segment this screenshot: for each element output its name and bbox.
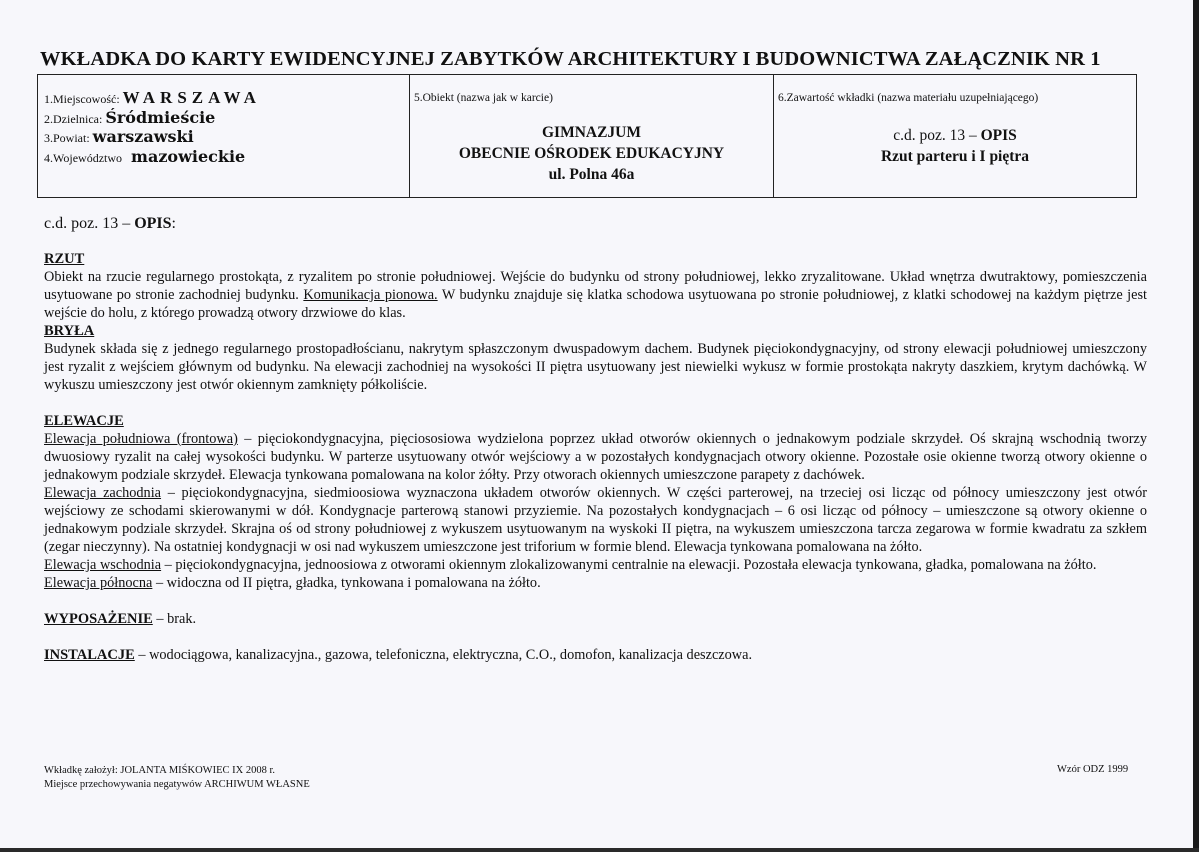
section-heading-opis: OPIS bbox=[134, 215, 172, 232]
location-cell bbox=[38, 75, 410, 197]
elewacje-heading: ELEWACJE bbox=[44, 413, 124, 429]
rzut-text-2: W budynku znajduje się klatka schodowa usytuowana po stronie południowej, z klatki schodowej na każdym piętrze jest wejście do holu, z którego prowadzą otwory drzwiowe do klas. bbox=[44, 287, 1147, 321]
object-line-1: GIMNAZJUM bbox=[541, 124, 642, 141]
object-label: 5.Obiekt (nazwa jak w karcie) bbox=[414, 92, 553, 104]
object-name bbox=[410, 122, 773, 185]
east-elevation bbox=[44, 556, 1147, 574]
wojewodztwo-value: mazowieckie bbox=[131, 146, 246, 166]
north-elevation bbox=[44, 574, 1147, 592]
dzielnica-value: Śródmieście bbox=[105, 107, 216, 127]
miejscowosc-row bbox=[44, 89, 409, 109]
bryla-heading: BRYŁA bbox=[44, 323, 95, 339]
rzut-text-1: Obiekt na rzucie regularnego prostokąta, z ryzalitem po stronie południowej. Wejście do budynku od strony południowej, lekko zryzalitowane. Układ wnętrza dwutraktowy, pomieszczenia usytuowane po stronie zachodniej budynku. bbox=[44, 269, 1147, 303]
dzielnica-label: 2.Dzielnica: bbox=[44, 111, 103, 126]
page-title: WKŁADKA DO KARTY EWIDENCYJNEJ ZABYTKÓW ARCHITEKTURY I BUDOWNICTWA ZAŁĄCZNIK NR 1 bbox=[40, 48, 1101, 70]
spacer bbox=[44, 394, 1147, 412]
miejscowosc-label: 1.Miejscowość: bbox=[44, 92, 120, 106]
south-elevation bbox=[44, 430, 1147, 484]
wyposazenie-heading: WYPOSAŻENIE bbox=[44, 611, 153, 627]
wojewodztwo-label: 4.Województwo bbox=[44, 150, 123, 165]
south-elevation-label: Elewacja południowa (frontowa) bbox=[44, 431, 238, 447]
west-elevation-label: Elewacja zachodnia bbox=[44, 485, 162, 501]
contents-line-2: Rzut parteru i I piętra bbox=[880, 148, 1030, 165]
miejscowosc-value: WARSZAWA bbox=[122, 88, 261, 107]
contents-cell bbox=[774, 75, 1136, 197]
rzut-paragraph bbox=[44, 268, 1147, 322]
west-elevation-text: – pięciokondygnacyjna, siedmioosiowa wyznaczona układem otworów okiennych. W części parterowej, na trzeciej osi licząc od północy umieszczony jest otwór wejściowy ze schodami skierowanymi w dół. Kondygnacje parterową stanowi przyziemie. Na pozostałych kondygnacjach – 6 osi licząc od północy – umieszczone są otwory okienne o jednakowym podziale skrzydeł. Skrajna oś od strony południowej z wykuszem usytuowanym na wyskoki II piętra, na wykuszem umieszczona tarcza zegarowa w formie kwadratu za szkłem (zegar nieczynny). Na ostatniej kondygnacji w osi nad wykuszem umieszczone jest triforium w formie blend. Elewacja tynkowana pomalowana na żółto. bbox=[44, 485, 1147, 555]
spacer bbox=[44, 628, 1147, 646]
powiat-row bbox=[44, 128, 409, 148]
spacer bbox=[44, 592, 1147, 610]
north-elevation-label: Elewacja północna bbox=[44, 575, 153, 591]
powiat-label: 3.Powiat: bbox=[44, 131, 90, 145]
footer-author: Wkładkę założył: JOLANTA MIŚKOWIEC IX 2008 r. bbox=[44, 765, 275, 776]
contents-opis: OPIS bbox=[980, 127, 1017, 144]
instalacje-heading: INSTALACJE bbox=[44, 647, 135, 663]
section-heading-prefix: c.d. poz. 13 – bbox=[44, 215, 135, 232]
powiat-value: warszawski bbox=[92, 127, 194, 146]
wyposazenie-text: – brak. bbox=[152, 611, 197, 627]
contents-line-1 bbox=[774, 125, 1136, 146]
scan-edge-right bbox=[1193, 0, 1199, 852]
footer-template: Wzór ODZ 1999 bbox=[1057, 764, 1129, 775]
east-elevation-label: Elewacja wschodnia bbox=[44, 557, 162, 573]
contents-prefix: c.d. poz. 13 – bbox=[893, 127, 981, 144]
object-address: ul. Polna 46a bbox=[548, 166, 635, 183]
description-body bbox=[44, 250, 1147, 664]
instalacje-text: – wodociągowa, kanalizacyjna., gazowa, telefoniczna, elektryczna, C.O., domofon, kanalizacja deszczowa. bbox=[134, 647, 753, 663]
rzut-heading: RZUT bbox=[44, 251, 85, 267]
scan-edge-bottom bbox=[0, 848, 1199, 852]
dzielnica-row bbox=[44, 109, 409, 129]
header-table bbox=[37, 74, 1137, 198]
komunikacja-pionowa: Komunikacja pionowa. bbox=[303, 287, 438, 303]
object-line-2: OBECNIE OŚRODEK EDUKACYJNY bbox=[458, 145, 725, 162]
wyposazenie-line bbox=[44, 610, 1147, 628]
contents-label: 6.Zawartość wkładki (nazwa materiału uzupełniającego) bbox=[778, 92, 1039, 104]
object-cell bbox=[410, 75, 774, 197]
section-heading bbox=[44, 215, 176, 233]
footer-negatives: Miejsce przechowywania negatywów ARCHIWUM WŁASNE bbox=[44, 779, 310, 790]
section-heading-colon: : bbox=[171, 215, 176, 232]
contents-value bbox=[774, 125, 1136, 167]
east-elevation-text: – pięciokondygnacyjna, jednoosiowa z otworami okiennym zlokalizowanymi centralnie na elewacji. Pozostała elewacja tynkowana, gładka, pomalowana na żółto. bbox=[161, 557, 1097, 573]
west-elevation bbox=[44, 484, 1147, 556]
south-elevation-text: – pięciokondygnacyjna, pięciososiowa wydzielona poprzez układ otworów okiennych o jednakowym podziale skrzydeł. Oś skrajną wschodnią tworzy dwuosiowy ryzalit na całej wysokości budynku. W parterze usytuowany otwór wejściowy a w pozostałych kondygnacjach otwory okienne. Pozostałe osie okienne tworzą otwory okienne o jednakowym podziale skrzydeł. Elewacja tynkowana pomalowana na kolor żółty. Przy otworach okiennych umieszczone parapety z dachówek. bbox=[44, 431, 1147, 483]
bryla-paragraph: Budynek składa się z jednego regularnego prostopadłościanu, nakrytym spłaszczonym dwuspadowym dachem. Budynek pięciokondygnacyjny, od strony elewacji południowej umieszczony jest ryzalit z wejściem głównym od budynku. Na elewacji zachodniej na wysokości II piętra usytuowany jest niewielki wykusz w formie prostokąta nakryty daszkiem, krytym dachówką. W wykuszu umieszczony jest otwór okiennym zamknięty półkoliście. bbox=[44, 341, 1147, 393]
instalacje-line bbox=[44, 646, 1147, 664]
north-elevation-text: – widoczna od II piętra, gładka, tynkowana i pomalowana na żółto. bbox=[152, 575, 541, 591]
footer-left bbox=[44, 764, 310, 792]
wojewodztwo-row bbox=[44, 148, 409, 168]
